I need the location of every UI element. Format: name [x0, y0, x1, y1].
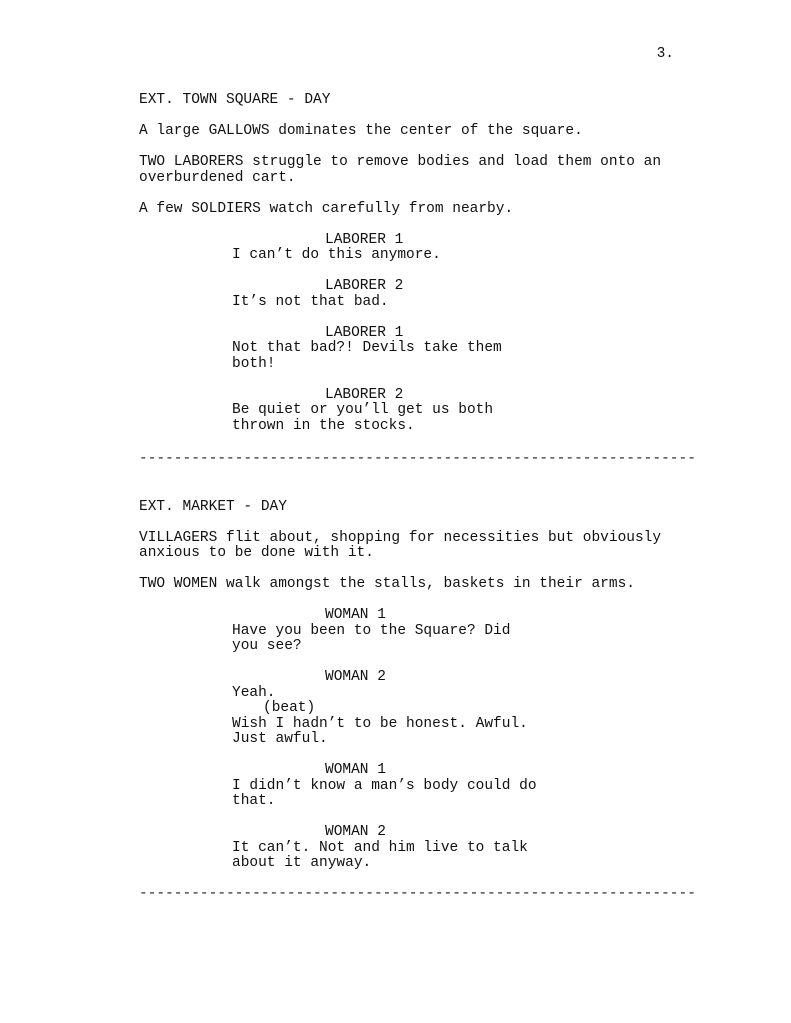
scene-town-square	[139, 93, 719, 468]
parenthetical: (beat)	[263, 700, 316, 716]
character-name: WOMAN 2	[325, 669, 386, 685]
page-number: 3.	[656, 46, 674, 62]
dialogue-text: Have you been to the Square? Did you see?	[232, 622, 511, 654]
character-name: LABORER 2	[325, 386, 404, 403]
character-name: WOMAN 1	[325, 607, 386, 623]
character-name: WOMAN 1	[325, 762, 386, 778]
character-name: LABORER 1	[325, 324, 404, 341]
dialogue-block	[139, 763, 719, 810]
dialogue-text: Be quiet or you’ll get us both thrown in the stocks.	[232, 402, 494, 434]
dialogue-text: It can’t. Not and him live to talk about it anyway.	[232, 839, 528, 871]
action-line: A large GALLOWS dominates the center of the square.	[139, 123, 583, 139]
dialogue-block	[139, 670, 719, 748]
character-name: LABORER 1	[325, 231, 404, 248]
dialogue-block	[139, 608, 719, 655]
character-name: LABORER 2	[325, 278, 404, 294]
dialogue-text: I didn’t know a man’s body could do that.	[232, 777, 537, 809]
dialogue-block	[139, 233, 719, 264]
scene-heading: EXT. MARKET - DAY	[139, 498, 287, 515]
dialogue-text: I can’t do this anymore.	[232, 247, 441, 263]
dialogue-text: Not that bad?! Devils take them both!	[232, 340, 502, 372]
scene-market	[139, 500, 719, 903]
dialogue-block	[139, 279, 719, 310]
action-line: TWO WOMEN walk amongst the stalls, baskets in their arms.	[139, 576, 635, 592]
action-line: A few SOLDIERS watch carefully from nearby.	[139, 200, 514, 217]
dialogue-block	[139, 388, 719, 435]
dialogue-text: It’s not that bad.	[232, 293, 389, 310]
scene-separator: ----------------------------------------------------------------	[139, 886, 696, 902]
dialogue-text: Yeah.	[232, 684, 276, 701]
action-line: VILLAGERS flit about, shopping for necessities but obviously anxious to be done with it.	[139, 529, 662, 561]
dialogue-block	[139, 825, 719, 872]
scene-heading: EXT. TOWN SQUARE - DAY	[139, 92, 331, 108]
action-line: TWO LABORERS struggle to remove bodies and load them onto an overburdened cart.	[139, 154, 662, 186]
scene-separator: ----------------------------------------------------------------	[139, 452, 696, 467]
character-name: WOMAN 2	[325, 824, 386, 840]
dialogue-text: Wish I hadn’t to be honest. Awful. Just awful.	[232, 715, 528, 747]
screenplay-body	[139, 93, 719, 934]
dialogue-block	[139, 326, 719, 373]
